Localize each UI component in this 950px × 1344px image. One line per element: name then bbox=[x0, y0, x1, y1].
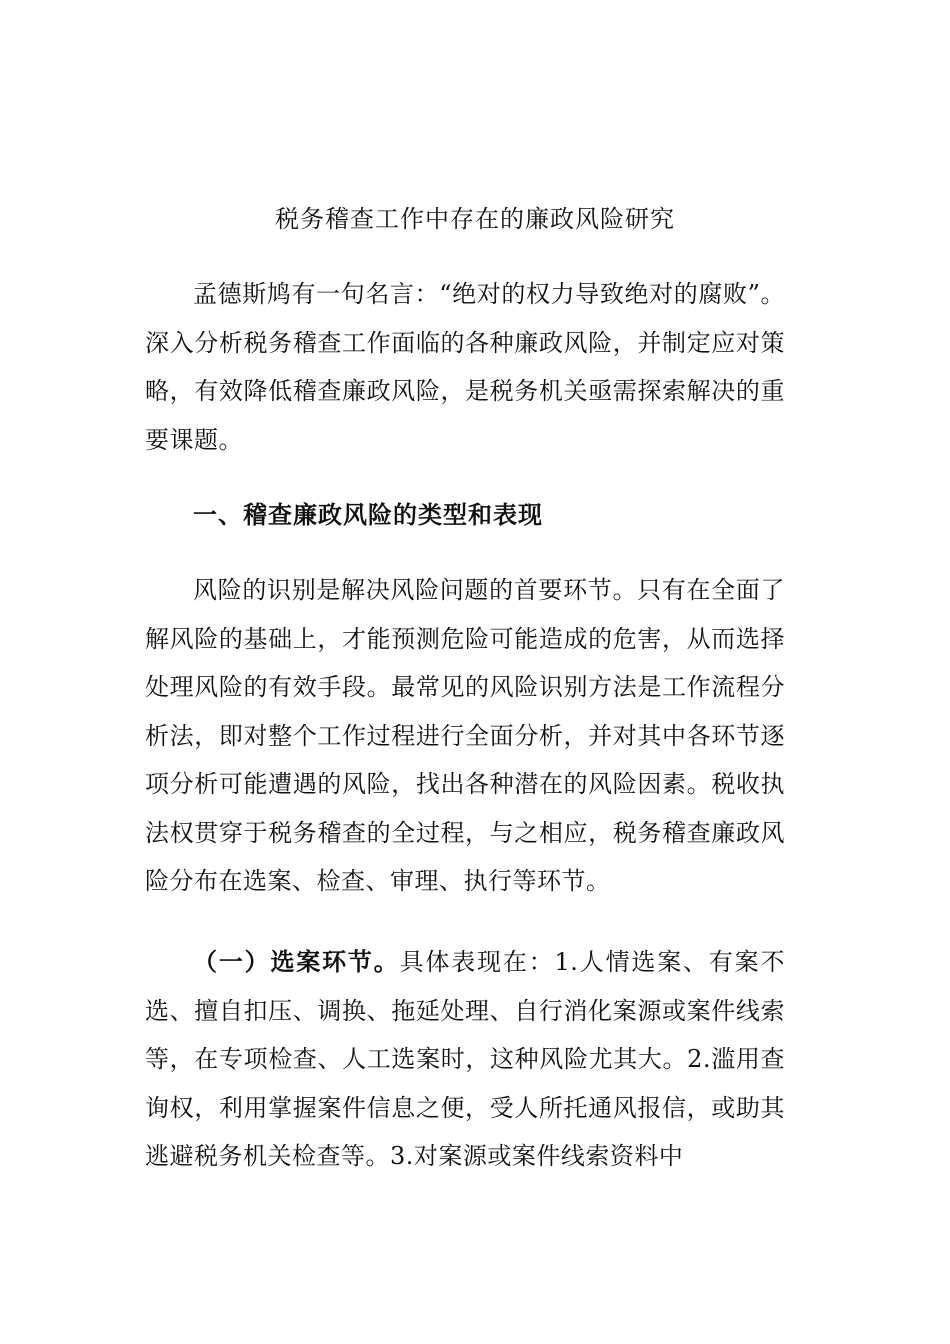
section-heading: 一、稽查廉政风险的类型和表现 bbox=[193, 501, 543, 529]
document-title: 税务稽查工作中存在的廉政风险研究 bbox=[275, 205, 675, 233]
subsection-text: 具体表现在：1.人情选案、有案不选、擅自扣压、调换、拖延处理、自行消化案源或案件线索等，在专项检查、人工选案时，这种风险尤其大。2.滥用查询权，利用掌握案件信息之便，受人所托通风报信，或助其逃避税务机关检查等。3.对案源或案件线索资料中 bbox=[145, 948, 786, 1170]
section-paragraph: 风险的识别是解决风险问题的首要环节。只有在全面了解风险的基础上，才能预测危险可能造成的危害，从而选择处理风险的有效手段。最常见的风险识别方法是工作流程分析法，即对整个工作过程进行全面分析，并对其中各环节逐项分析可能遭遇的风险，找出各种潜在的风险因素。税收执法权贯穿于税务稽查的全过程，与之相应，税务稽查廉政风险分布在选案、检查、审理、执行等环节。 bbox=[145, 576, 785, 895]
subsection-paragraph bbox=[145, 938, 785, 1181]
subsection-lead: （一）选案环节。 bbox=[193, 948, 400, 976]
intro-paragraph: 孟德斯鸠有一句名言：“绝对的权力导致绝对的腐败”。深入分析税务稽查工作面临的各种廉政风险，并制定应对策略，有效降低稽查廉政风险，是税务机关亟需探索解决的重要课题。 bbox=[145, 280, 785, 454]
